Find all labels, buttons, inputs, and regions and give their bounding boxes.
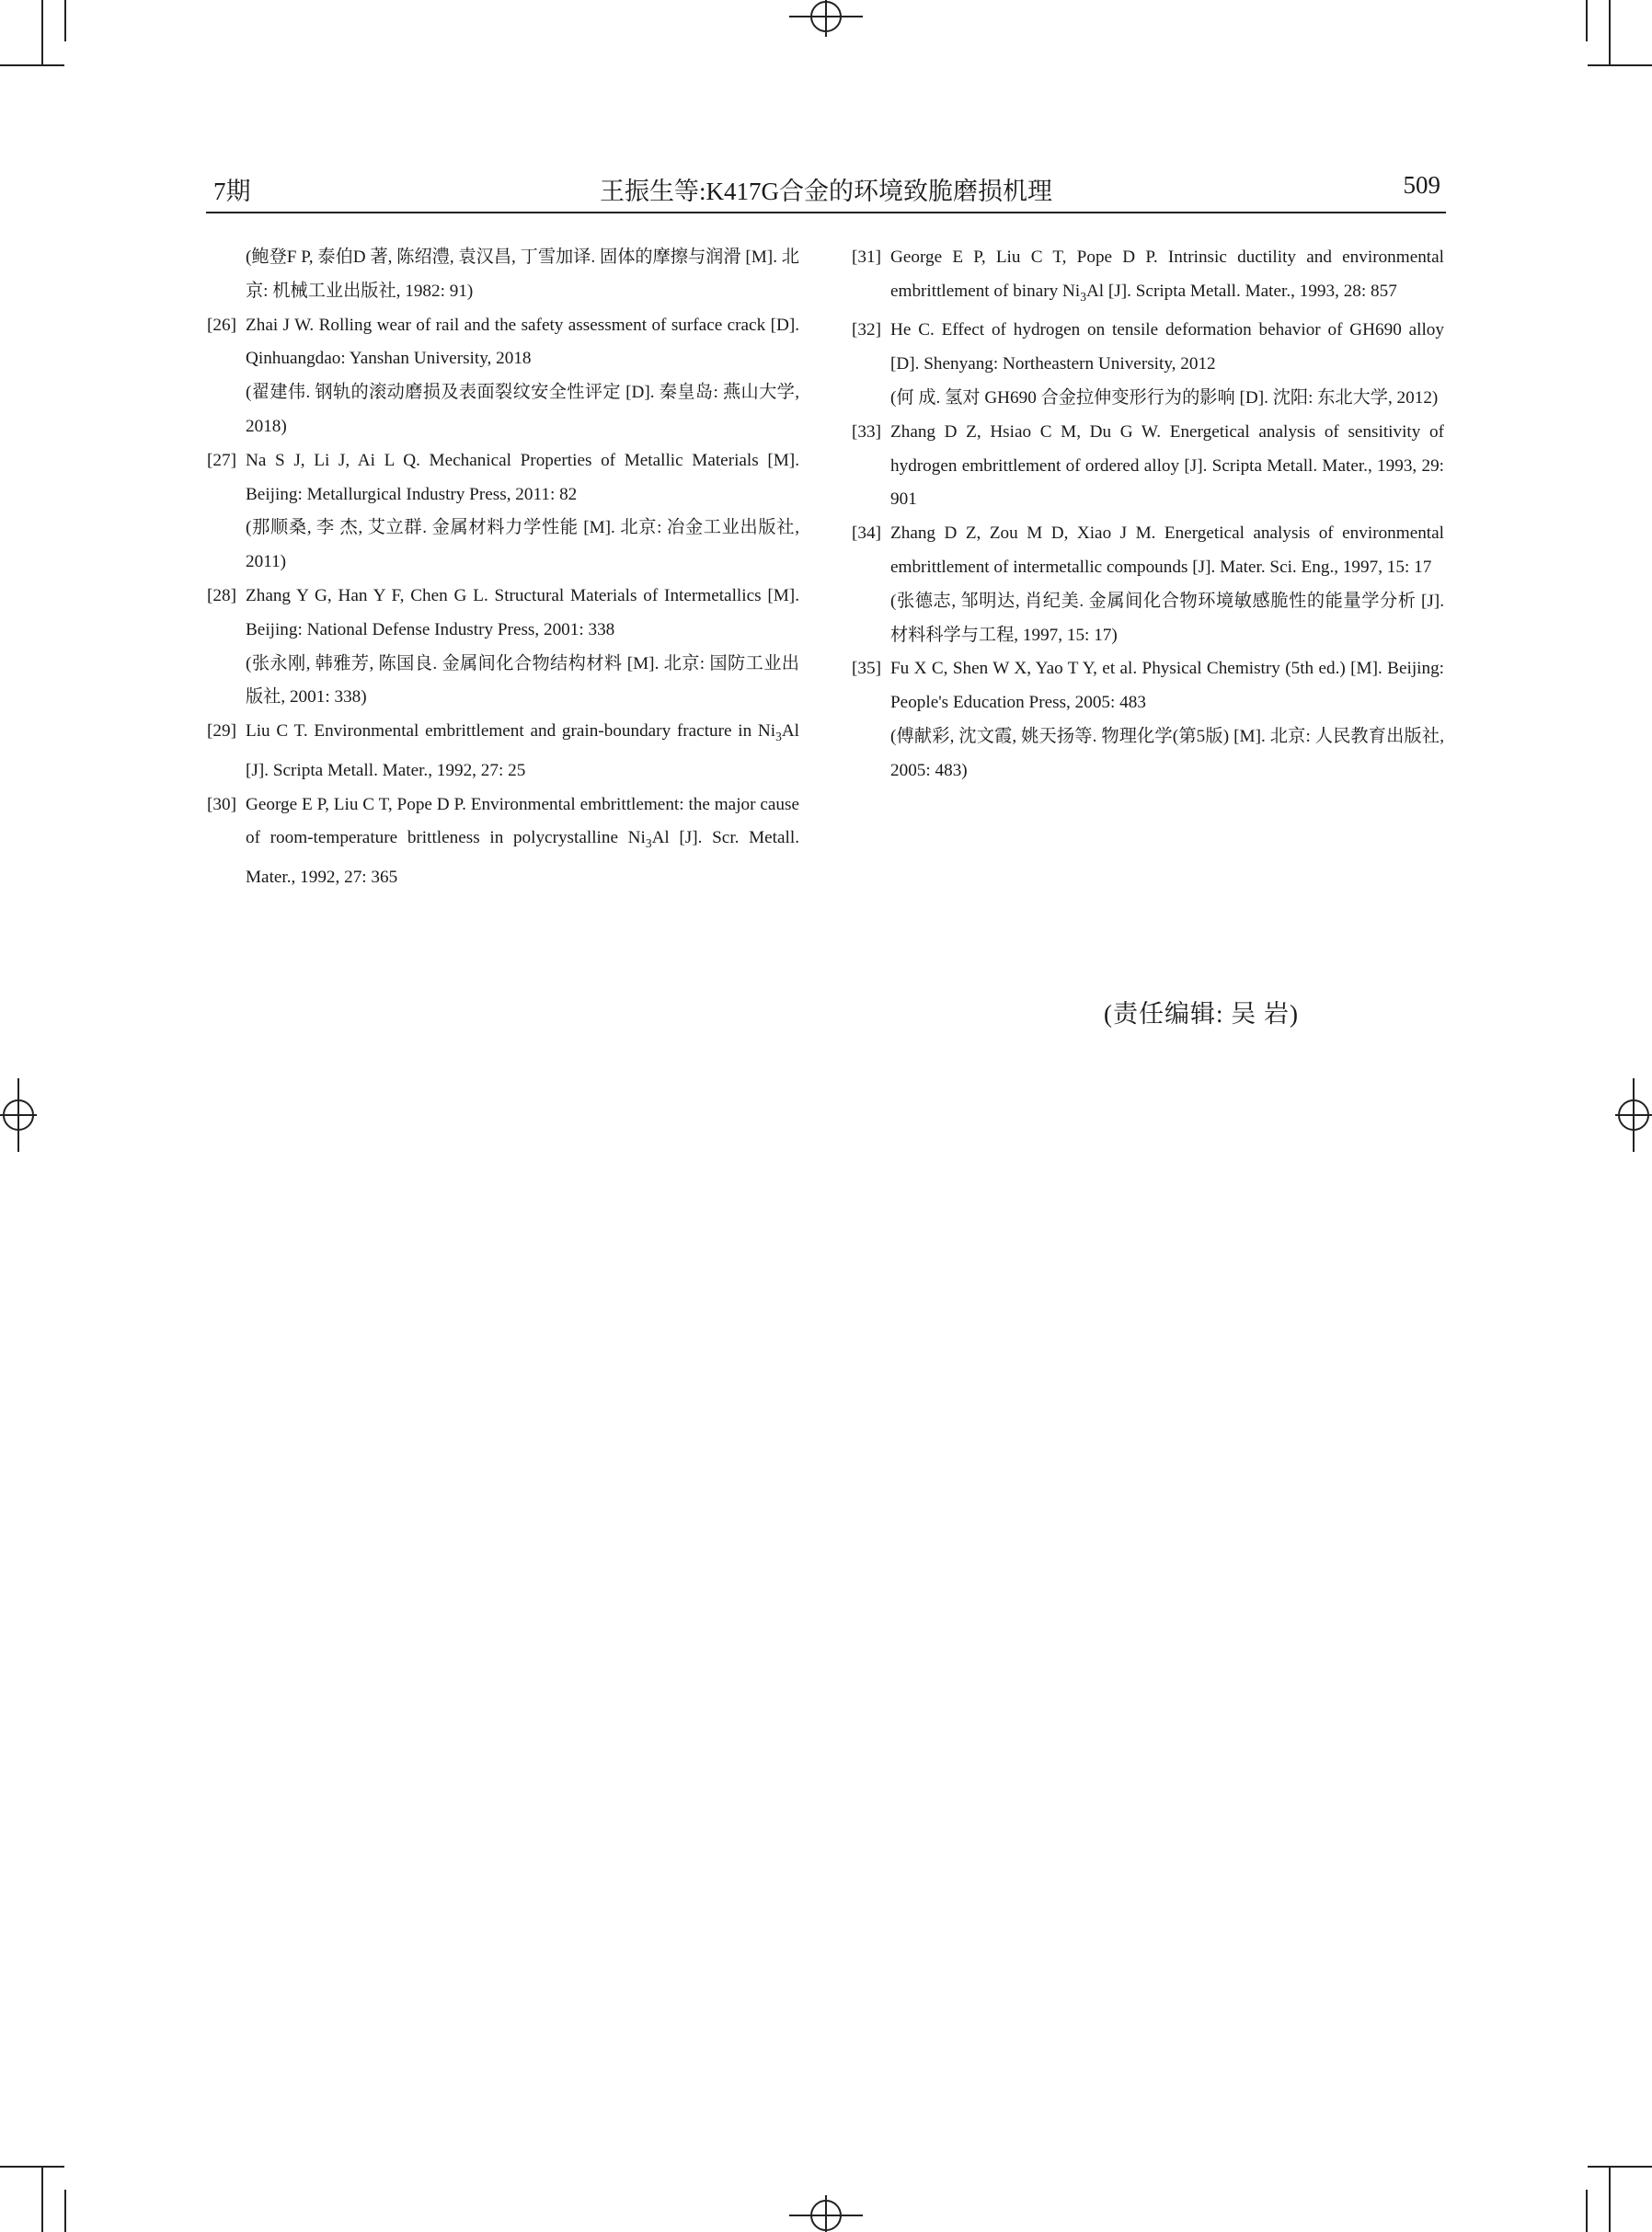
reference-en: Zhang Y G, Han Y F, Chen G L. Structural Materials of Intermetallics [M]. Beijing: National Defense Industry Press, 2001: 338 [246,585,799,639]
crop-mark [0,64,64,66]
reference-body [890,241,1444,314]
reference-body [246,580,799,715]
crop-mark [1588,64,1652,66]
page-number: 509 [1403,171,1440,199]
reference-en: George E P, Liu C T, Pope D P. Intrinsic ductility and environmental embrittlement of binary $Ni_3Al$ [J]. Scripta Metall. Mater., 1993, 28: 857 [890,247,1444,304]
reference-entry [207,715,799,788]
reference-en: Zhai J W. Rolling wear of rail and the safety assessment of surface crack [D]. Qinhuangdao: Yanshan University, 2018 [246,315,799,369]
reference-number: [26] [207,315,236,335]
references-left-column [207,241,799,895]
reference-number: [34] [852,523,881,544]
reference-entry [207,309,799,444]
reference-number: [32] [852,320,881,340]
reference-body [246,241,799,309]
reference-zh: (翟建伟. 钢轨的滚动磨损及表面裂纹安全性评定 [D]. 秦皇岛: 燕山大学, 2018) [246,383,799,436]
crop-mark [64,0,66,41]
reference-en: Zhang D Z, Zou M D, Xiao J M. Energetical analysis of environmental embrittlement of intermetallic compounds [J]. Mater. Sci. Eng., 1997, 15: 17 [890,523,1444,577]
crop-mark [41,0,43,66]
reference-body [890,652,1444,788]
responsible-editor-note: (责任编辑: 吴 岩) [1104,1000,1299,1028]
reference-entry [207,444,799,580]
crop-mark [1588,2166,1652,2168]
crop-mark [41,2166,43,2232]
reference-entry [852,416,1444,517]
registration-mark-icon [789,2195,863,2232]
reference-body [890,314,1444,415]
reference-en: Na S J, Li J, Ai L Q. Mechanical Properties of Metallic Materials [M]. Beijing: Metallurgical Industry Press, 2011: 82 [246,450,799,504]
reference-entry [852,652,1444,788]
reference-zh: (那顺桑, 李 杰, 艾立群. 金属材料力学性能 [M]. 北京: 冶金工业出版社, 2011) [246,518,799,572]
reference-entry [852,517,1444,652]
crop-mark [1586,0,1588,41]
reference-number: [27] [207,450,236,470]
reference-body [890,416,1444,517]
reference-entry [207,788,799,895]
reference-entry [852,241,1444,314]
reference-entry [207,580,799,715]
reference-en: He C. Effect of hydrogen on tensile deformation behavior of GH690 alloy [D]. Shenyang: Northeastern University, 2012 [890,320,1444,374]
reference-en: Zhang D Z, Hsiao C M, Du G W. Energetical analysis of sensitivity of hydrogen embrittlement of ordered alloy [J]. Scripta Metall. Mater., 1993, 29: 901 [890,421,1444,510]
crop-mark [1609,2166,1611,2232]
reference-number: [28] [207,585,236,605]
reference-zh: (张德志, 邹明达, 肖纪美. 金属间化合物环境敏感脆性的能量学分析 [J]. 材料科学与工程, 1997, 15: 17) [890,591,1444,645]
header-rule [206,212,1446,213]
reference-entry [852,314,1444,415]
reference-number: [33] [852,421,881,442]
reference-zh: (何 成. 氢对 GH690 合金拉伸变形行为的影响 [D]. 沈阳: 东北大学, 2012) [890,388,1439,408]
crop-mark [64,2190,66,2232]
reference-number: [31] [852,247,881,267]
reference-entry [207,241,799,309]
reference-en: Liu C T. Environmental embrittlement and grain-boundary fracture in $Ni_3Al$ [J]. Scripta Metall. Mater., 1992, 27: 25 [246,721,799,780]
crop-mark [1609,0,1611,66]
reference-number: [30] [207,794,236,814]
reference-number: [35] [852,659,881,679]
crop-mark [0,2166,64,2168]
reference-number: [29] [207,721,236,742]
reference-en: George E P, Liu C T, Pope D P. Environmental embrittlement: the major cause of room-temperature brittleness in polycrystalline $Ni_3Al$ [J]. Scr. Metall. Mater., 1992, 27: 365 [246,794,799,887]
reference-zh: (鲍登F P, 泰伯D 著, 陈绍澧, 袁汉昌, 丁雪加译. 固体的摩擦与润滑 [M]. 北京: 机械工业出版社, 1982: 91) [246,247,799,301]
reference-body [890,517,1444,652]
reference-zh: (张永刚, 韩雅芳, 陈国良. 金属间化合物结构材料 [M]. 北京: 国防工业出版社, 2001: 338) [246,653,799,708]
crop-mark [1586,2190,1588,2232]
reference-body [246,444,799,580]
reference-en: Fu X C, Shen W X, Yao T Y, et al. Physical Chemistry (5th ed.) [M]. Beijing: People's Education Press, 2005: 483 [890,659,1444,713]
reference-zh: (傅献彩, 沈文霞, 姚天扬等. 物理化学(第5版) [M]. 北京: 人民教育出版社, 2005: 483) [890,726,1444,780]
registration-mark-icon [1615,1078,1652,1152]
reference-body [246,309,799,444]
article-title: 王振生等:K417G合金的环境致脆磨损机理 [600,178,1052,205]
references-right-column [852,241,1444,788]
running-header [206,166,1446,212]
reference-body [246,788,799,895]
issue-number: 7期 [213,178,251,205]
reference-body [246,715,799,788]
registration-mark-icon [0,1078,37,1152]
registration-mark-icon [789,0,863,37]
